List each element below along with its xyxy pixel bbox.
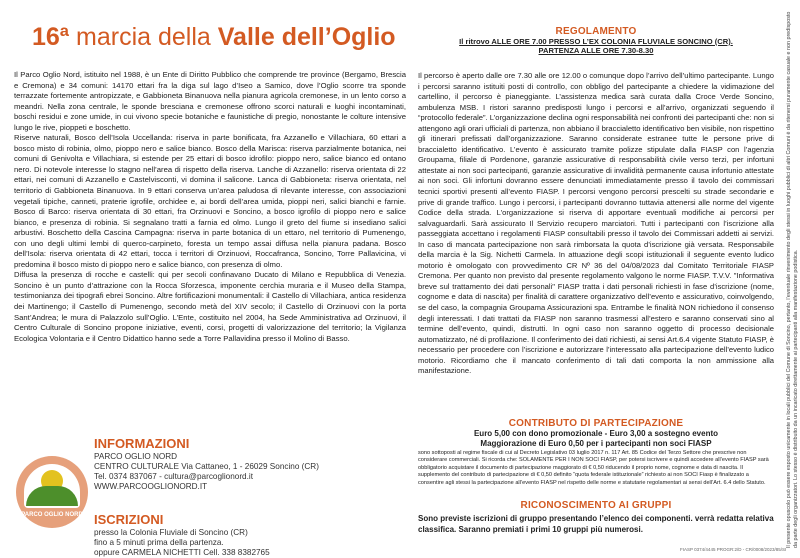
informazioni-lines (94, 452, 319, 492)
regolamento-header (418, 26, 774, 55)
paragraph: Il Parco Oglio Nord, istituito nel 1988, è un Ente di Diritto Pubblico che comprende tre province (Bergamo, Brescia e Cremona) e 34 comuni: 14170 ettari fra la diga sul lago d’Iseo a Samico, dove l’Oglio scorre tra sponde terrazzate fortemente antropizzate, e Gabbioneta Binanuova nella pianura agricola cremonese, in un lento corso a meandri. Nella zona centrale, le sponde bresciana e cremonese offrono scorci naturali e luoghi incontaminati, boschi residui e zone umide, in cui vivono specie botaniche e faunistiche di pregio, nonostante le colture intensive lungo le rive, pioppeti e boschetto. (14, 70, 406, 132)
regolamento-ritrovo: Il ritrovo ALLE ORE 7.00 PRESSO L’EX COLONIA FLUVIALE SONCINO (CR). (459, 37, 733, 46)
riconoscimento-title: RICONOSCIMENTO AI GRUPPI (520, 500, 672, 511)
page-title (32, 22, 396, 52)
footer-code: FIASP 0374/4445 PROGR:2/D - CR/0008/2023/85/SI (680, 547, 787, 552)
title-text: marcia della (76, 23, 211, 51)
paragraph: Diffusa la presenza di rocche e castelli: qui per secoli confinavano Ducato di Milano e Repubblica di Venezia. Soncino è un punto d’attrazione con la Rocca Sforzesca, imponente cerchia muraria e il Museo della Stampa, testimonianza dei tipografi ebrei Soncino. Altre fortificazioni monumentali: il Castello di Villachiara, antica residenza dei Martinengo; il Castello di Pumenengo, secondo metà del XIV secolo; il Castello di Orzinuovi con la porta Sant’Andrea; le mura di Palazzolo sull’Oglio. L’Ente, costituito nel 2004, ha Sede Amministrativa ad Orzinuovi, il Centro Culturale di Soncino propone iniziative, eventi, corsi, progetti di valorizzazione del territorio; la Vigilanza Ecologica Volontaria e il Centro Didattico hanno sede a Torre Pallavidina presso il Molino di Basso. (14, 270, 406, 343)
paragraph: Riserve naturali, Bosco dell’Isola Uccellanda: riserva in parte bonificata, fra Azzanello e Villachiara, 60 ettari a bosco misto di robinia, olmo, pioppo nero e salice bianco. Bosco della Marisca: riserva parzialmente botanica, nei comuni di Genivolta e Villachiara, si estende per 25 ettari di bosco idrofilo: pioppo nero, salice bianco ed ontano nero. Di notevole interesse lo stagno nell’area di rispetto della riserva. Lanche di Azzanello: riserva orientata di 22 ettari, nei comuni di Azzanello e Castelvisconti, vi domina il salicone. Lanca di Gabbioneta: riserva orientata, nel territorio di Gabbioneta Binanuova. In 9 ettari conserva un’area paludosa di rilevante interesse, con associazioni vegetali tipiche, canneti, praterie igrofile, orchidee e, ai bordi dell’area umida, pioppi neri, salici bianchi e farnie. Bosco di Barco: riserva orientata di 30 ettari, fra Orzinuovi e Soncino, a bosco igrofilo di pioppo nero e salice bianco, e presenza di robinia. Si segnalano tratti a farnia ed olmo. Lungo il greto del fiume si insediano salici arbustivi. Boschetto della Cascina Campagna: riserva in parte botanica di un ettaro, nel territorio di Pumenengo, con uno degli ultimi lembi di querco-carpineto, foresta un tempo assai diffusa nella pianura padana. Bosco dell’Isola: riserva orientata di 42 ettari, tocca i territori di Orzinuovi, Roccafranca, Soncino, Torre Pallavicina, vi predomina il bosco misto di pioppo nero e salice bianco, con presenza di olmo. (14, 133, 406, 269)
info-line: PARCO OGLIO NORD (94, 452, 178, 461)
contributo-note: sono sottoposti al regime fiscale di cui al Decreto Legislativo 03 luglio 2017 n. 117 Art. 85 Codice del Terzo Settore che prescrive non considerare commerciali. Si ricorda che: SOLAMENTE PER I NON SOCI FIASP, per potersi iscrivere e quindi accedere all’evento FIASP sarà obbligatorio acquistare il documento di partecipazione maggiorato di € 0,50 riducendo il proprio nome, cognome e data di nascita. Il supplemento del contributo di partecipazione di € 0,50 definito “quota federale istituzionale” richiesto ai non SOCI Fiasp è finalizzato a consentire agli stessi la partecipazione all’evento FIASP nel rispetto delle norme e statutarie regolamentari ai sensi dell’Art. 6.4 dello Statuto. (418, 450, 769, 486)
iscrizioni-lines (94, 528, 270, 558)
iscr-line: oppure CARMELA NICHETTI Cell. 338 8382765 (94, 548, 270, 557)
informazioni-section (16, 436, 408, 557)
regolamento-title: REGOLAMENTO (555, 26, 637, 37)
contributo-line1: Euro 5,00 con dono promozionale - Euro 3,00 a sostegno evento (473, 429, 719, 438)
title-strong: Valle dell’Oglio (217, 23, 396, 51)
contributo-line2: Maggiorazione di Euro 0,50 per i partecipanti non soci FIASP (480, 439, 712, 448)
website-link[interactable]: WWW.PARCOOGLIONORD.IT (94, 482, 208, 491)
iscr-line: fino a 5 minuti prima della partenza. (94, 538, 224, 547)
iscrizioni-title: ISCRIZIONI (94, 512, 164, 527)
vertical-note-text: Il presente opuscolo può essere esposto unicamente in locali pubblici del Comune di Soncino, pertanto, l’eventuale rinvenimento degli stessi in luoghi pubblici di altri Comuni è da ritenersi puramente casuale e non predisposto da parte degli organizzatori. Lo stesso è distribuito da un incaricato direttamente ai partecipanti alla manifestazione podistica. (786, 11, 799, 548)
logo-text: PARCO OGLIO NORD (21, 512, 83, 518)
info-line: CENTRO CULTURALE Via Cattaneo, 1 - 26029 Soncino (CR) (94, 462, 319, 471)
regolamento-body (418, 71, 774, 377)
contributo-title: CONTRIBUTO DI PARTECIPAZIONE (508, 418, 684, 429)
vertical-note (778, 8, 799, 548)
parco-description (14, 70, 406, 344)
paragraph: Il percorso è aperto dalle ore 7.30 alle ore 12.00 o comunque dopo l’arrivo dell’ultimo partecipante. Lungo i percorsi saranno istituiti posti di controllo, con obbligo del partecipante a chiedere la vidimazione del cartellino, il percorso è pianeggiante. L’assistenza medica sarà curata dalla Croce Verde Soncino, ambulenza MSB. I ristori saranno predisposti lungo i percorsi e all’arrivo, organizzati seguendo il “protocollo federale”. L’organizzazione declina ogni responsabilità nei confronti dei partecipanti che: non si attengono agli orari ufficiali di partenza, non abbiano il braccialetto identificativo ben visibile, non rispettino gli itinerari prefissati dall’organizzazione. Saranno considerate estranee tutte le persone prive di braccialetto identificativo. L’evento è assicurato tramite polizze stipulate dalla FIASP con l’agenzia Groupama, filiale di Pordenone, garanzie assicurative di responsabilità civile verso terzi, per infortuni attestate ai non soci partecipanti, garanzie assicurative di invalidità permanente causa infortunio attestate ai non soci. Gli infortuni dovranno essere denunciati immediatamente presso il tavolo dei commissari tecnici sportivi presenti all’evento FIASP. I percorsi vengono percorsi prescelti su strade secondarie e prive di grande traffico. Lungo i percorsi, i partecipanti dovranno tuttavia attenersi alle norme del vigente Codice della strada. L’organizzazione si riserva di apportare eventuali modifiche ai percorsi per salvaguardarli. Sarà assicurato Il Servizio recupero marciatori. Tutti i partecipanti con l’iscrizione alla passeggiata accettano i regolamenti FIASP consultabili presso il tavolo dei Commissari addetti ai servizi. In caso di mancata partecipazione non sarà rimborsata la quota d’iscrizione già versata. Responsabile della marcia è la Sig. Nichetti Carmela. In attuazione degli scopi istituzionali il seguente evento ludico motorio è omologato con provvedimento CR Nº 36 del 04/08/2023 dal Comitato Territoriale FIASP Cremona. Per quanto non previsto dal presente regolamento valgono le norme FIASP. T.V.V. "Informativa breve sul trattamento dei dati personali" FIASP tratta i dati personali richiesti in fase d’iscrizione (nome, cognome e data di nascita) per finalità di carattere organizzativo dell’evento e assicurativo, coinvolgendo, se del caso, la compagnia Groupama Assicurazioni spa. Entrambe le finalità NON richiedono il consenso degli interessati. I dati trattati da FIASP non saranno trasmessi all’estero e saranno conservati sino al termine dell’evento, quindi, distrutti. In ogni caso non saranno oggetto di processo decisionale automatizzato, né di profilazione. Il conferimento dei dati richiesti, ai sensi Art.6.4 vigente Statuto FIASP, è necessario per procedere con l’iscrizione e autorizzare l’interessato alla partecipazione dell’evento ludico motorio. Ricordiamo che il mancato conferimento di tali dati comporta la non ammissione alla manifestazione. (418, 71, 774, 376)
contributo-section (418, 418, 774, 487)
title-number: 16ª (32, 23, 70, 51)
riconoscimento-body: Sono previste iscrizioni di gruppo presentando l’elenco dei componenti. verrà redatta relativa classifica. Saranno premiati i primi 10 gruppi più numerosi. (418, 514, 774, 534)
parco-logo (16, 456, 88, 528)
info-line: Tel. 0374 837067 - cultura@parcoglionord.it (94, 472, 253, 481)
riconoscimento-section (418, 500, 774, 535)
informazioni-title: INFORMAZIONI (94, 436, 190, 451)
iscr-line: presso la Colonia Fluviale di Soncino (CR) (94, 528, 248, 537)
regolamento-partenza: PARTENZA ALLE ORE 7.30-8.30 (538, 46, 654, 55)
